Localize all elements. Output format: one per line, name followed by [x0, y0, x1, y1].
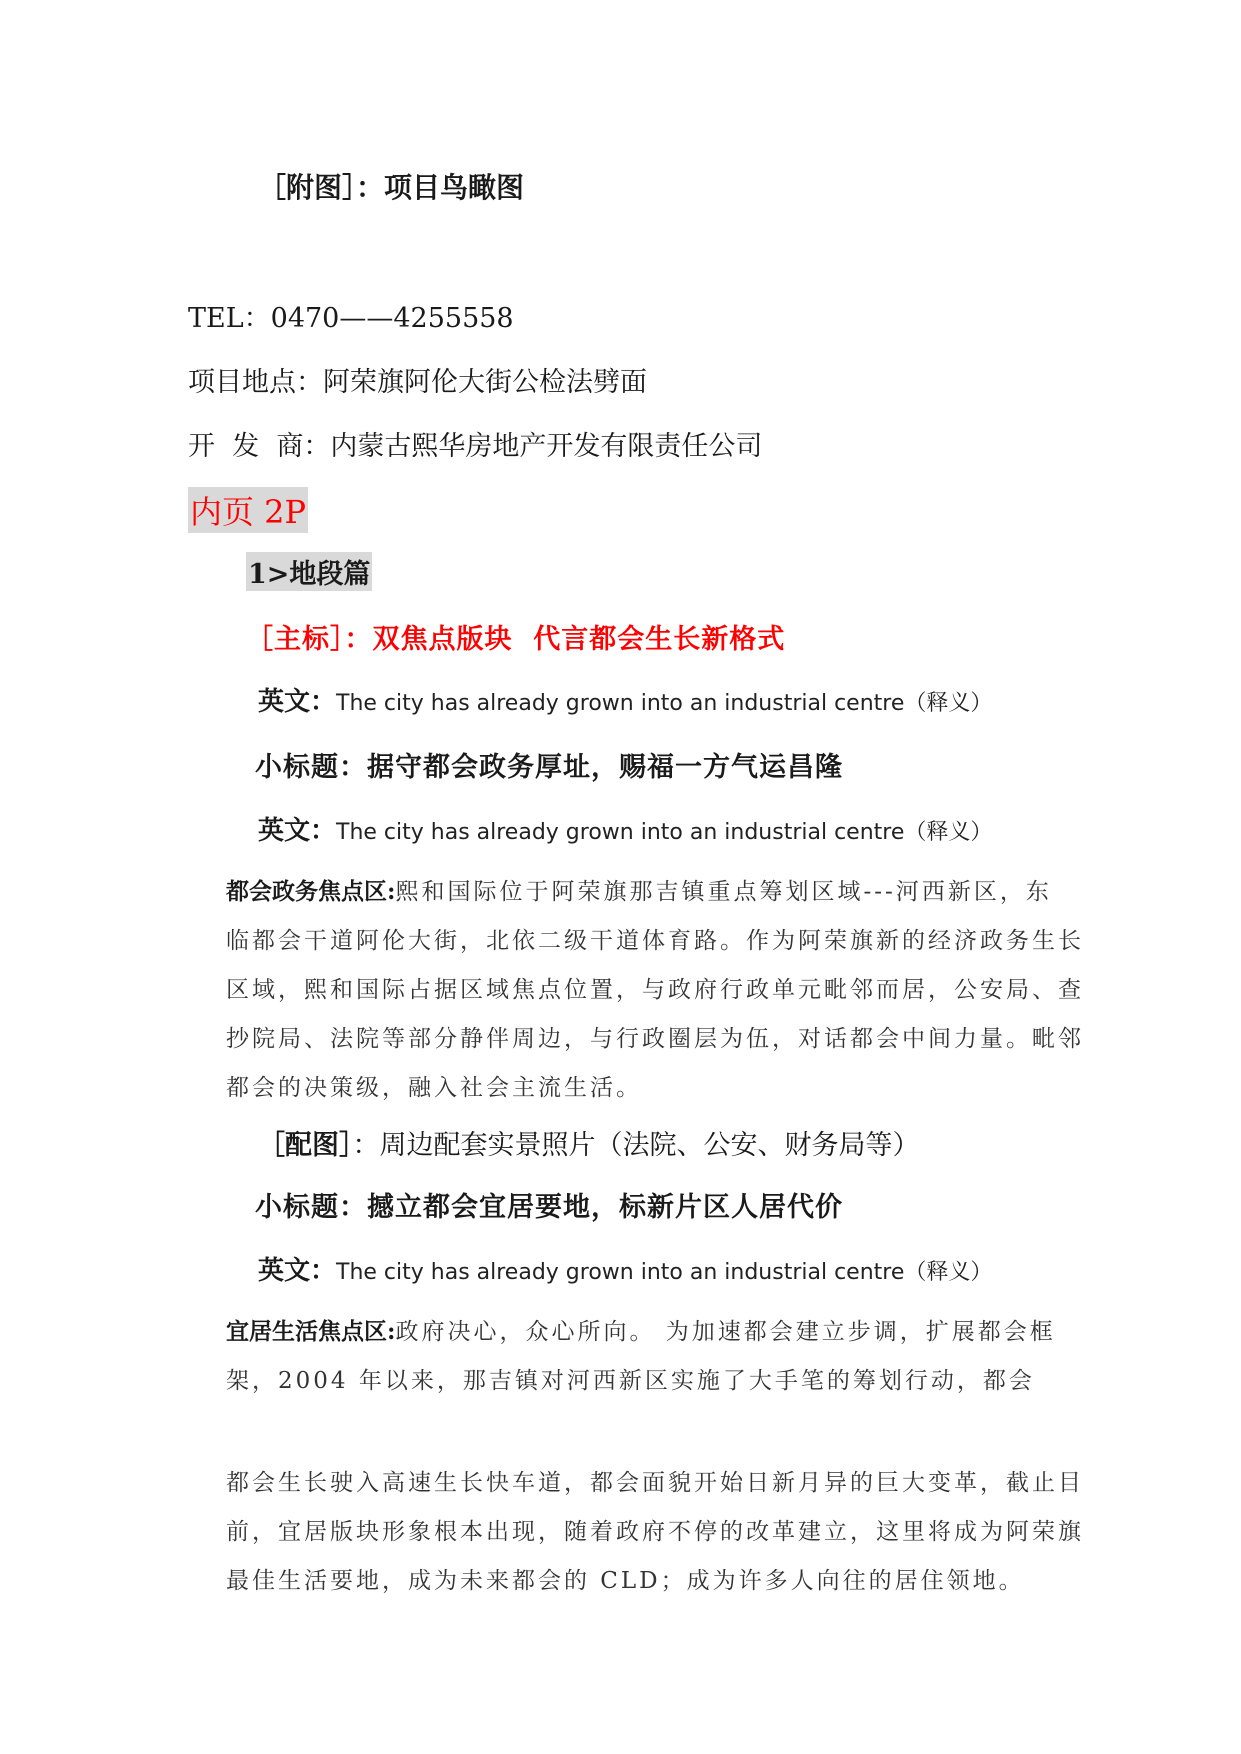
para2-text: 政府决心，众心所向。 为加速都会建立步调，扩展都会框: [395, 1319, 1056, 1345]
english-label: 英文：: [258, 1256, 337, 1286]
para1-line-5: 都会的决策级，融入社会主流生活。: [226, 1075, 642, 1101]
para1-label: 都会政务焦点区:: [226, 878, 396, 905]
figure-note-text: ：周边配套实景照片（法院、公安、财务局等）: [352, 1130, 920, 1161]
para3-line-2: 前，宜居版块形象根本出现，随着政府不停的改革建立，这里将成为阿荣旗: [226, 1519, 1084, 1545]
para1-line-1: [226, 873, 1052, 906]
english-label: 英文：: [258, 687, 337, 717]
para3-line-3: 最佳生活要地，成为未来都会的 CLD；成为许多人向往的居住领地。: [226, 1568, 1025, 1594]
english-line-2: [258, 810, 992, 847]
figure-note: [258, 1123, 920, 1162]
para2-line-1: [226, 1313, 1056, 1346]
para2-line-2: 架，2004 年以来，那吉镇对河西新区实施了大手笔的筹划行动，都会: [226, 1368, 1035, 1394]
tel-line: TEL：0470——4255558: [188, 303, 514, 334]
developer-line: 开 发 商：内蒙古熙华房地产开发有限责任公司: [188, 431, 763, 462]
para1-line-3: 区域，熙和国际占据区域焦点位置，与政府行政单元毗邻而居，公安局、查: [226, 977, 1084, 1003]
para2-label: 宜居生活焦点区:: [226, 1318, 396, 1345]
english-text: The city has already grown into an industrial centre（释义）: [336, 691, 993, 716]
para1-line-4: 抄院局、法院等部分静伴周边，与行政圈层为伍，对话都会中间力量。毗邻: [226, 1026, 1084, 1052]
subsection-title: 1>地段篇: [246, 552, 372, 591]
para1-line-2: 临都会干道阿伦大街，北依二级干道体育路。作为阿荣旗新的经济政务生长: [226, 928, 1084, 954]
english-text: The city has already grown into an industrial centre（释义）: [336, 1260, 993, 1285]
section-label: 内页 2P: [188, 487, 308, 533]
english-label: 英文：: [258, 816, 337, 846]
para1-text: 熙和国际位于阿荣旗那吉镇重点筹划区域---河西新区，东: [395, 879, 1052, 905]
para3-line-1: 都会生长驶入高速生长快车道，都会面貌开始日新月异的巨大变革，截止目: [226, 1470, 1084, 1496]
subtitle-2: 小标题：撼立都会宜居要地，标新片区人居代价: [255, 1192, 843, 1223]
attached-figure-caption: ［附图］：项目鸟瞰图: [258, 171, 525, 204]
subtitle-1: 小标题：据守都会政务厚址，赐福一方气运昌隆: [255, 752, 843, 783]
english-line-3: [258, 1250, 992, 1287]
english-line-1: [258, 681, 992, 718]
english-text: The city has already grown into an industrial centre（释义）: [336, 820, 993, 845]
main-title: ［主标］：双焦点版块 代言都会生长新格式: [246, 624, 786, 655]
figure-note-label: ［配图］: [258, 1130, 353, 1161]
location-line: 项目地点：阿荣旗阿伦大街公检法劈面: [188, 367, 647, 398]
